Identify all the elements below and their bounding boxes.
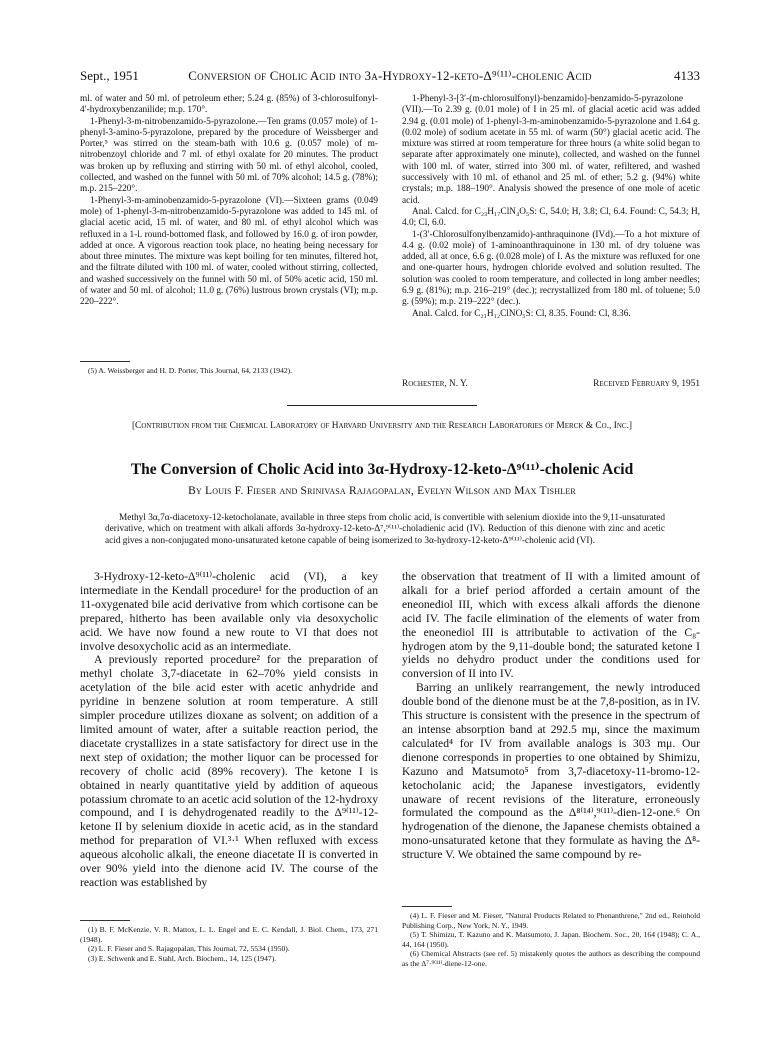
article-authors: By Louis F. Fieser and Srinivasa Rajagopalan, Evelyn Wilson and Max Tishler — [188, 485, 576, 497]
footnotes-left — [80, 925, 378, 963]
paragraph: 1-Phenyl-3-m-aminobenzamido-5-pyrazolone (VI).—Sixteen grams (0.049 mole) of 1-phenyl-3-m-nitrobenzamido-5-pyrazolone was added to 145 ml. of glacial acetic acid, 15 ml. of water, and 80 ml. of ethyl alcohol which was refluxed in a 1-l. round-bottomed flask, and followed by 16.0 g. of iron powder, added at once. A vigorous reaction took place, no heating being necessary for about three minutes. The mixture was kept boiling for ten minutes, filtered hot, and the filtrate diluted with 100 ml. of water, cooled without stirring, collected, and washed successively on the funnel with 50 ml. of 50% acetic acid, 150 ml. of water and 50 ml. of alcohol; 11.0 g. (76%) lustrous brown crystals (VI); m.p. 220–222°. — [80, 195, 378, 308]
article-title: The Conversion of Cholic Acid into 3α-Hydroxy-12-keto-Δ⁹⁽¹¹⁾-cholenic Acid — [130, 461, 634, 478]
footnote-rule — [80, 361, 130, 362]
paragraph: Anal. Calcd. for C₂₁H₁₂ClNO₅S: Cl, 8.35. Found: Cl, 8.36. — [412, 308, 631, 319]
paragraph: the observation that treatment of II with a limited amount of alkali for a brief period afforded a certain amount of the eneonediol III, which with excess alkali affords the dienone acid IV. The facile elimination of the elements of water from the eneonediol III is attributable to activation of the C₈-hydrogen atom by the 9,11-double bond; the saturated ketone I yields no dehydro product under the conditions used for conversion of II into IV. — [402, 570, 700, 681]
footnote: (4) L. F. Fieser and M. Fieser, "Natural Products Related to Phenanthrene," 2nd ed., Reinhold Publishing Corp., New York, N. Y., 1949. — [402, 911, 700, 930]
prev-article-left-column — [80, 94, 378, 309]
header-page-number: 4133 — [674, 68, 700, 83]
footnote: (5) T. Shimizu, T. Kazuno and K. Matsumoto, J. Japan. Biochem. Soc., 20, 164 (1948); C. A., 44, 164 (1950). — [402, 930, 700, 949]
prev-article-footnote — [80, 366, 378, 376]
paragraph: Barring an unlikely rearrangement, the newly introduced double bond of the dienone must be at the 7,8-position, as in IV. This structure is consistent with the presence in the spectrum of an intense absorption band at 292.5 mμ, since the maximum calculated⁴ for IV from available analogs is 303 mμ. Our dienone corresponds in properties to one obtained by Shimizu, Kazuno and Matsumoto⁵ from 3,7-diacetoxy-11-bromo-12-ketocholanic acid; the Japanese investigators, evidently unaware of recent revisions of the literature, erroneously formulated the compound as the Δ⁸⁽¹⁴⁾,⁹⁽¹¹⁾-dien-12-one.⁶ On hydrogenation of the dienone, the Japanese chemists obtained a mono-unsaturated ketone that they formulate as having the Δ⁸-structure V. We obtained the same compound by re- — [402, 681, 700, 862]
abstract — [105, 513, 665, 547]
footnote-rule — [402, 906, 452, 907]
paragraph: 1-(3′-Chlorosulfonylbenzamido)-anthraquinone (IVd).—To a hot mixture of 4.4 g. (0.02 mole) of 1-aminoanthraquinone in 130 ml. of dry toluene was added, all at once, 6.6 g. (0.028 mole) of I. As the mixture was refluxed for one and one-quarter hours, hydrogen chloride evolved and solution resulted. The solution was cooled to room temperature, and collected in long amber needles; 6.9 g. (81%); m.p. 216–219° (dec.); recrystallized from 180 ml. of toluene; 5.0 g. (59%); m.p. 219–222° (dec.). — [402, 229, 700, 308]
footnotes-right — [402, 911, 700, 969]
article-separator — [287, 405, 477, 406]
footnote: (5) A. Weissberger and H. D. Porter, This Journal, 64, 2133 (1942). — [88, 366, 293, 375]
contribution-line: [Contribution from the Chemical Laboratory of Harvard University and the Research Laboratories of Merck & Co., Inc.] — [131, 421, 633, 431]
running-header — [80, 68, 700, 84]
prev-article-right-column — [402, 94, 700, 320]
body-left-column — [80, 570, 378, 890]
footnote: (1) B. F. McKenzie, V. R. Mattox, L. L. Engel and E. C. Kendall, J. Biol. Chem., 173, 271 (1948). — [80, 925, 378, 944]
header-date: Sept., 1951 — [80, 68, 139, 83]
footnote-rule — [80, 920, 130, 921]
footnote: (6) Chemical Abstracts (see ref. 5) mistakenly quotes the authors as describing the compound as the Δ⁷·⁹⁽¹¹⁾-diene-12-one. — [402, 949, 700, 968]
footnote: (3) E. Schwenk and E. Stahl, Arch. Biochem., 14, 125 (1947). — [88, 953, 277, 963]
signoff-received: Received February 9, 1951 — [593, 379, 700, 389]
abstract-text: Methyl 3α,7α-diacetoxy-12-ketocholanate, available in three steps from cholic acid, is convertible with selenium dioxide into the 9,11-unsaturated derivative, which on treatment with alkali affords 3α-hydroxy-12-keto-Δ⁷,⁹⁽¹¹⁾-choladienic acid (IV). Reduction of this dienone with zinc and acetic acid gives a non-conjugated mono-unsaturated ketone capable of being isomerized to 3α-hydroxy-12-keto-Δ⁹⁽¹¹⁾-cholenic acid (VI). — [105, 513, 665, 546]
paragraph: 1-Phenyl-3-m-nitrobenzamido-5-pyrazolone.—Ten grams (0.057 mole) of 1-phenyl-3-amino-5-pyrazolone, prepared by the procedure of Weissberger and Porter,⁵ was stirred on the steam-bath with 10.6 g. (0.057 mole) of m-nitrobenzoyl chloride and 7 ml. of ethyl oxalate for 20 minutes. The product was broken up by refluxing and stirring with 50 ml. of ethyl alcohol, cooled, collected, and washed on the funnel with 50 ml. of 70% alcohol; 14.5 g. (78%); m.p. 215–220°. — [80, 116, 378, 195]
body-right-column — [402, 570, 700, 862]
signoff-place: Rochester, N. Y. — [402, 379, 468, 389]
paragraph: ml. of water and 50 ml. of petroleum ether; 5.24 g. (85%) of 3-chlorosulfonyl-4′-hydroxybenzanilide; m.p. 170°. — [80, 94, 378, 116]
paragraph: Anal. Calcd. for C₂₃H₁₇ClN₄O₅S: C, 54.0; H, 3.8; Cl, 6.4. Found: C, 54.3; H, 4.0; Cl, 6.0. — [402, 206, 700, 229]
paragraph: A previously reported procedure² for the preparation of methyl cholate 3,7-diacetate in 62–70% yield consists in acetylation of the bile acid ester with acetic anhydride and pyridine in benzene solution at room temperature. A still simpler procedure utilizes dioxane as solvent; on addition of a limited amount of water, after a suitable reaction period, the diacetate crystallizes in a state satisfactory for direct use in the next step of oxidation; the mother liquor can be processed for recovery of cholic acid (89% recovery). The ketone I is obtained in nearly quantitative yield by addition of aqueous potassium chromate to an acetic acid solution of the 12-hydroxy compound, and I is dehydrogenated readily to the Δ⁹⁽¹¹⁾-12-ketone II by selenium dioxide in acetic acid, as in the standard method for preparation of VI.³·¹ When refluxed with excess aqueous alcoholic alkali, the eneone diacetate II is converted in over 90% yield into the dienone acid IV. The course of the reaction was established by — [80, 653, 378, 889]
paragraph: 3-Hydroxy-12-keto-Δ⁹⁽¹¹⁾-cholenic acid (VI), a key intermediate in the Kendall procedure¹ for the production of an 11-oxygenated bile acid derivative from which cortisone can be prepared, hitherto has been available only via desoxycholic acid. We have now found a new route to VI that does not involve desoxycholic acid as an intermediate. — [80, 570, 378, 653]
header-running-title: Conversion of Cholic Acid into 3α-Hydroxy-12-keto-Δ⁹⁽¹¹⁾-cholenic Acid — [188, 68, 592, 83]
paragraph: 1-Phenyl-3-[3′-(m-chlorosulfonyl)-benzamido]-benzamido-5-pyrazolone (VII).—To 2.39 g. (0.01 mole) of I in 25 ml. of glacial acetic acid was added 2.94 g. (0.01 mole) of 1-phenyl-3-m-aminobenzamido-5-pyrazolone and 1.64 g. (0.02 mole) of sodium acetate in 55 ml. of warm (50°) glacial acetic acid. The mixture was stirred at room temperature for three hours (a white solid began to separate after approximately one minute), collected, and washed on the funnel with 100 ml. of water, stirred into 300 ml. of water, refiltered, and washed successively with 10 ml. of ethanol and 25 ml. of ether; 5.2 g. (94%) white crystals; m.p. 188–190°. Analysis showed the presence of one mole of acetic acid. — [402, 94, 700, 206]
footnote: (2) L. F. Fieser and S. Rajagopalan, This Journal, 72, 5534 (1950). — [88, 944, 290, 954]
